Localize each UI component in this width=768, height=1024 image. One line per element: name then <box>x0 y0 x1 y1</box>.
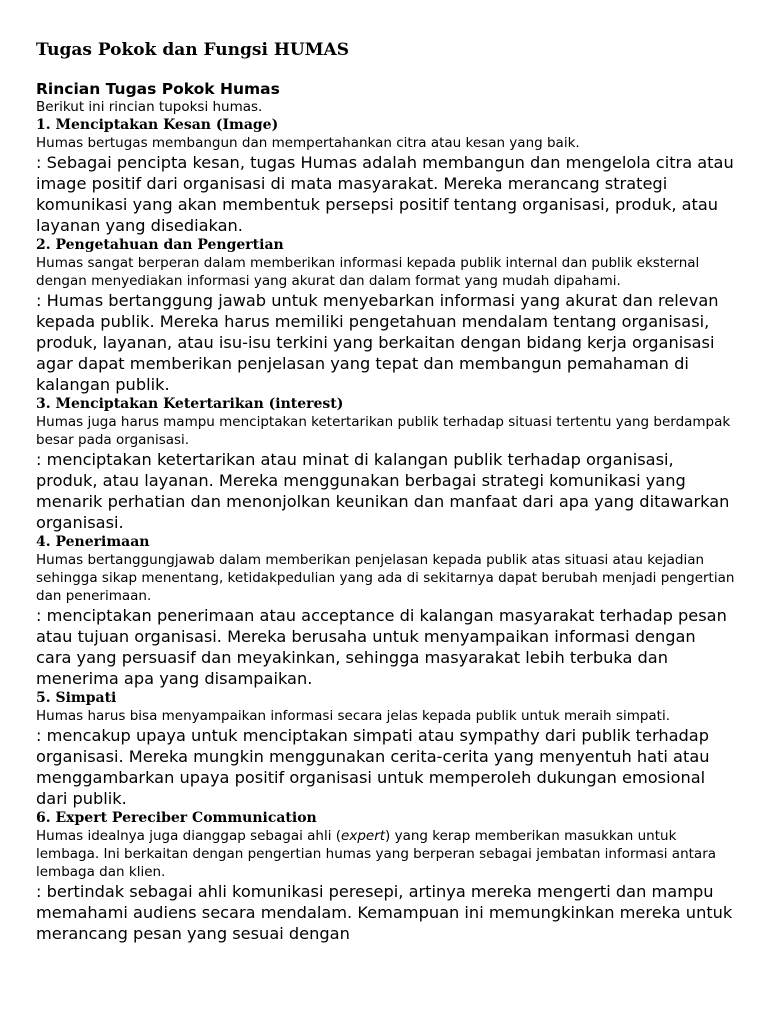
section-heading: Rincian Tugas Pokok Humas <box>36 80 280 98</box>
item-description: Humas bertugas membangun dan mempertahankan citra atau kesan yang baik. <box>36 135 580 151</box>
document-page <box>36 38 736 944</box>
item-explanation: : Humas bertanggung jawab untuk menyebarkan informasi yang akurat dan relevan kepada publik. Mereka harus memiliki pengetahuan mendalam tentang organisasi, produk, layanan, atau isu-isu terkini yang berkaitan dengan bidang kerja organisasi agar dapat memberikan penjelasan yang tepat dan membangun pemahaman di kalangan publik. <box>36 291 719 394</box>
item-description <box>36 827 736 881</box>
item-heading: 5. Simpati <box>36 690 117 706</box>
item-explanation: : menciptakan ketertarikan atau minat di kalangan publik terhadap organisasi, produk, atau layanan. Mereka menggunakan berbagai strategi komunikasi yang menarik perhatian dan menonjolkan keunikan dan manfaat dari apa yang ditawarkan organisasi. <box>36 450 730 532</box>
item-explanation: : mencakup upaya untuk menciptakan simpati atau sympathy dari publik terhadap organisasi. Mereka mungkin menggunakan cerita-cerita yang menyentuh hati atau menggambarkan upaya positif organisasi untuk memperoleh dukungan emosional dari publik. <box>36 726 710 808</box>
item-4 <box>36 533 736 689</box>
item-description-part: ) yang kerap memberikan masukkan untuk lembaga. Ini berkaitan dengan pengertian humas yang berperan sebagai jembatan informasi antara lembaga dan klien. <box>36 828 717 880</box>
item-heading: 4. Penerimaan <box>36 534 150 550</box>
item-description: Humas harus bisa menyampaikan informasi secara jelas kepada publik untuk meraih simpati. <box>36 708 671 724</box>
item-description-emphasis: expert <box>341 828 386 844</box>
item-description: Humas sangat berperan dalam memberikan informasi kepada publik internal dan publik eksternal dengan menyediakan informasi yang akurat dan dalam format yang mudah dipahami. <box>36 255 700 289</box>
item-heading: 1. Menciptakan Kesan (Image) <box>36 117 279 133</box>
item-description: Humas bertanggungjawab dalam memberikan penjelasan kepada publik atas situasi atau kejadian sehingga sikap menentang, ketidakpedulian yang ada di sekitarnya dapat berubah menjadi pengertian dan penerimaan. <box>36 552 735 604</box>
item-heading: 3. Menciptakan Ketertarikan (interest) <box>36 396 344 412</box>
item-2 <box>36 236 736 395</box>
item-1 <box>36 116 736 236</box>
item-explanation: : menciptakan penerimaan atau acceptance di kalangan masyarakat terhadap pesan atau tujuan organisasi. Mereka berusaha untuk menyampaikan informasi dengan cara yang persuasif dan meyakinkan, sehingga masyarakat lebih terbuka dan menerima apa yang disampaikan. <box>36 606 727 688</box>
item-description: Humas juga harus mampu menciptakan ketertarikan publik terhadap situasi tertentu yang berdampak besar pada organisasi. <box>36 414 731 448</box>
item-explanation: : Sebagai pencipta kesan, tugas Humas adalah membangun dan mengelola citra atau image positif dari organisasi di mata masyarakat. Mereka merancang strategi komunikasi yang akan membentuk persepsi positif tentang organisasi, produk, atau layanan yang disediakan. <box>36 153 734 235</box>
item-heading: 6. Expert Pereciber Communication <box>36 810 317 826</box>
item-explanation: : bertindak sebagai ahli komunikasi peresepi, artinya mereka mengerti dan mampu memahami audiens secara mendalam. Kemampuan ini memungkinkan mereka untuk merancang pesan yang sesuai dengan <box>36 882 733 943</box>
item-heading: 2. Pengetahuan dan Pengertian <box>36 237 284 253</box>
item-5 <box>36 689 736 809</box>
item-6 <box>36 809 736 944</box>
document-title: Tugas Pokok dan Fungsi HUMAS <box>36 40 349 60</box>
item-description-part: Humas idealnya juga dianggap sebagai ahli ( <box>36 828 342 844</box>
item-3 <box>36 395 736 533</box>
intro-text: Berikut ini rincian tupoksi humas. <box>36 99 263 115</box>
